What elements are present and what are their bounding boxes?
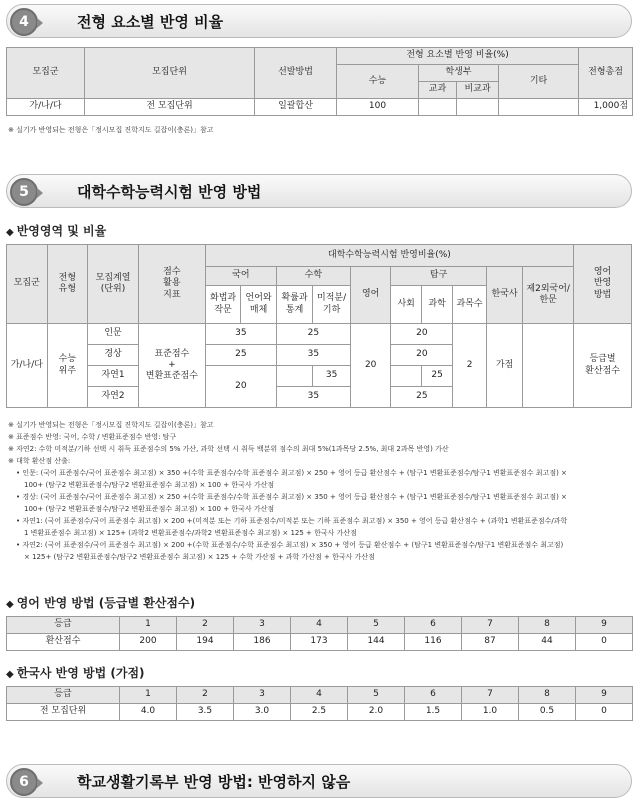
grade-header: 4	[291, 617, 348, 634]
cell: 35	[313, 366, 351, 387]
grade-score: 4.0	[120, 704, 177, 721]
ratio-table	[6, 47, 633, 116]
th-social: 사회	[391, 286, 421, 324]
subheading: ◆ 반영영역 및 비율	[6, 224, 107, 238]
cell: 100	[337, 99, 419, 116]
grade-header: 6	[405, 617, 462, 634]
grade-score: 2.5	[291, 704, 348, 721]
grade-header: 8	[519, 687, 576, 704]
cell: 등급별 환산점수	[574, 324, 632, 408]
note: ※ 실기가 반영되는 전형은「정시모집 진학지도 길잡이(충론)」참고	[8, 126, 214, 134]
grade-score: 44	[519, 634, 576, 651]
grade-header: 2	[177, 617, 234, 634]
th-engmethod: 영어 반영 방법	[574, 245, 632, 324]
th-foreign: 제2외국어/ 한문	[523, 267, 574, 324]
grade-score: 173	[291, 634, 348, 651]
cell: 25	[205, 345, 276, 366]
formula-notes: ※ 실기가 반영되는 전형은「정시모집 진학지도 길잡이(충론)」참고 ※ 표준점수 반영: 국어, 수학 / 변환표준점수 반영: 탐구 ※ 자연2: 수학 미적분/기하 선택 시 취득 표준점수의 5% 가산, 과학 선택 시 취득 백분위 점수의 최대 5%(1과목당 2.5%, 최대 2과목 반영) 가산 ※ 대학 환산점 산출: • 인문: (국어 표준점수/국어 표준점수 최고점) × 350 +(수학 표준점수/수학 표준점수 최고점) × 250 + 영어 등급 환산점수 + (탐구1 변환표준점수/탐구1 변환표준점수 최고점) × 100+ (탐구2 변환표준점수/탐구2 변환표준점수 최고점) × 100 + 한국사 가산점 • 경상: (국어 표준점수/국어 표준점수 최고점) × 250 +(수학 표준점수/수학 표준점수 최고점) × 350 + 영어 등급 환산점수 + (탐구1 변환표준점수/탐구1 변환표준점수 최고점) × 100+ (탐구2 변환표준점수/탐구2 변환표준점수 최고점) × 100 + 한국사 가산점 • 자연1: (국어 표준점수/국어 표준점수 최고점) × 200 +(미적분 또는 기하 표준점수/미적분 또는 기하 표준점수 최고점) × 350 + 영어 등급 환산점수 + (과학1 변환표준점수/과학 1 변환표준점수 최고점) × 125+ (과학2 변환표준점수/과학2 변환표준점수 최고점) × 125 + 한국사 가산점 • 자연2: (국어 표준점수/국어 표준점수 최고점) × 200 +(수학 표준점수/수학 표준점수 최고점) × 350 + 영어 등급 환산점수 + (탐구1 변환표준점수/탐구1 변환표준점수 최고점) × 125+ (탐구2 변환표준점수/탐구2 변환표준점수 최고점) × 125 + 수학 가산점 + 과학 가산점 + 한국사 가산점	[8, 421, 568, 561]
grade-score: 0.5	[519, 704, 576, 721]
th-english: 영어	[350, 267, 391, 324]
grade-header: 9	[576, 687, 633, 704]
cell: 25	[421, 366, 452, 387]
cell: 35	[205, 324, 276, 345]
section-title: 학교생활기록부 반영 방법: 반영하지 않음	[77, 773, 351, 791]
th-korean: 국어	[205, 267, 276, 286]
grade-header: 7	[462, 687, 519, 704]
grade-score: 2.0	[348, 704, 405, 721]
cell: 2	[453, 324, 486, 408]
grade-header: 5	[348, 687, 405, 704]
th-grade: 등급	[7, 617, 120, 634]
grade-score: 116	[405, 634, 462, 651]
cell: 20	[350, 324, 391, 408]
grade-header: 1	[120, 687, 177, 704]
cell: 25	[276, 324, 350, 345]
cell: 자연1	[88, 366, 139, 387]
th-group: 모집군	[7, 48, 85, 99]
th-suneung: 수능	[337, 65, 419, 99]
grade-score: 1.5	[405, 704, 462, 721]
cell: 25	[391, 387, 453, 408]
th-bigyogwa: 비교과	[457, 82, 499, 99]
row-label: 전 모집단위	[7, 704, 120, 721]
grade-score: 186	[234, 634, 291, 651]
grade-score: 200	[120, 634, 177, 651]
section-header-5	[6, 174, 632, 208]
cell	[457, 99, 499, 116]
cell: 경상	[88, 345, 139, 366]
row-label: 환산점수	[7, 634, 120, 651]
suneung-table	[6, 244, 632, 408]
th-ratio: 대학수학능력시험 반영비율(%)	[205, 245, 573, 267]
cell	[276, 366, 313, 387]
th-grade: 등급	[7, 687, 120, 704]
section-number-badge: 5	[10, 178, 38, 206]
th-ratio: 전형 요소별 반영 비율(%)	[337, 48, 579, 65]
cell	[419, 99, 457, 116]
subheading: ◆ 한국사 반영 방법 (가점)	[6, 666, 145, 680]
cell: 35	[276, 387, 350, 408]
cell: 35	[276, 345, 350, 366]
section-number-badge: 4	[10, 8, 38, 36]
th-total: 전형총점	[579, 48, 633, 99]
cell: 수능 위주	[47, 324, 88, 408]
th-subjects: 과목수	[453, 286, 486, 324]
th-student: 학생부	[419, 65, 499, 82]
cell: 자연2	[88, 387, 139, 408]
section-title: 대학수학능력시험 반영 방법	[77, 183, 262, 201]
cell: 1,000점	[579, 99, 633, 116]
cell	[523, 324, 574, 408]
grade-header: 7	[462, 617, 519, 634]
grade-header: 4	[291, 687, 348, 704]
grade-score: 0	[576, 634, 633, 651]
th-m2: 미적분/ 기하	[313, 286, 351, 324]
grade-score: 3.5	[177, 704, 234, 721]
th-math: 수학	[276, 267, 350, 286]
table-row	[7, 324, 632, 345]
grade-score: 3.0	[234, 704, 291, 721]
th-science: 과학	[421, 286, 452, 324]
th-gyogwa: 교과	[419, 82, 457, 99]
section-number-badge: 6	[10, 768, 38, 796]
subheading: ◆ 영어 반영 방법 (등급별 환산점수)	[6, 596, 196, 610]
th-type: 전형 유형	[47, 245, 88, 324]
th-m1: 확률과 통계	[276, 286, 313, 324]
grade-header: 9	[576, 617, 633, 634]
grade-score: 0	[576, 704, 633, 721]
chevron-diamond-icon: ◆	[6, 599, 14, 610]
cell: 일괄합산	[255, 99, 337, 116]
grade-score: 144	[348, 634, 405, 651]
cell: 가/나/다	[7, 99, 85, 116]
grade-header: 5	[348, 617, 405, 634]
grade-header: 8	[519, 617, 576, 634]
th-series: 모집계열 (단위)	[88, 245, 139, 324]
cell: 표준점수 + 변환표준점수	[138, 324, 205, 408]
th-score: 점수 활용 지표	[138, 245, 205, 324]
th-history: 한국사	[486, 267, 523, 324]
cell: 20	[205, 366, 276, 408]
cell: 전 모집단위	[85, 99, 255, 116]
section-header-4	[6, 4, 632, 38]
grade-score: 1.0	[462, 704, 519, 721]
th-unit: 모집단위	[85, 48, 255, 99]
th-inquiry: 탐구	[391, 267, 486, 286]
section-header-6	[6, 764, 632, 798]
history-table	[6, 686, 633, 721]
cell: 20	[391, 324, 453, 345]
th-method: 선발방법	[255, 48, 337, 99]
chevron-diamond-icon: ◆	[6, 227, 14, 238]
cell: 인문	[88, 324, 139, 345]
cell: 가점	[486, 324, 523, 408]
english-table	[6, 616, 633, 651]
th-k1: 화법과 작문	[205, 286, 241, 324]
cell	[391, 366, 421, 387]
cell	[499, 99, 579, 116]
th-k2: 언어와 매체	[241, 286, 277, 324]
grade-header: 3	[234, 617, 291, 634]
grade-header: 2	[177, 687, 234, 704]
th-group: 모집군	[7, 245, 48, 324]
grade-score: 87	[462, 634, 519, 651]
section-title: 전형 요소별 반영 비율	[77, 13, 224, 31]
cell: 가/나/다	[7, 324, 48, 408]
grade-header: 6	[405, 687, 462, 704]
chevron-diamond-icon: ◆	[6, 669, 14, 680]
th-etc: 기타	[499, 65, 579, 99]
grade-header: 3	[234, 687, 291, 704]
grade-header: 1	[120, 617, 177, 634]
table-row	[7, 99, 633, 116]
cell: 20	[391, 345, 453, 366]
grade-score: 194	[177, 634, 234, 651]
